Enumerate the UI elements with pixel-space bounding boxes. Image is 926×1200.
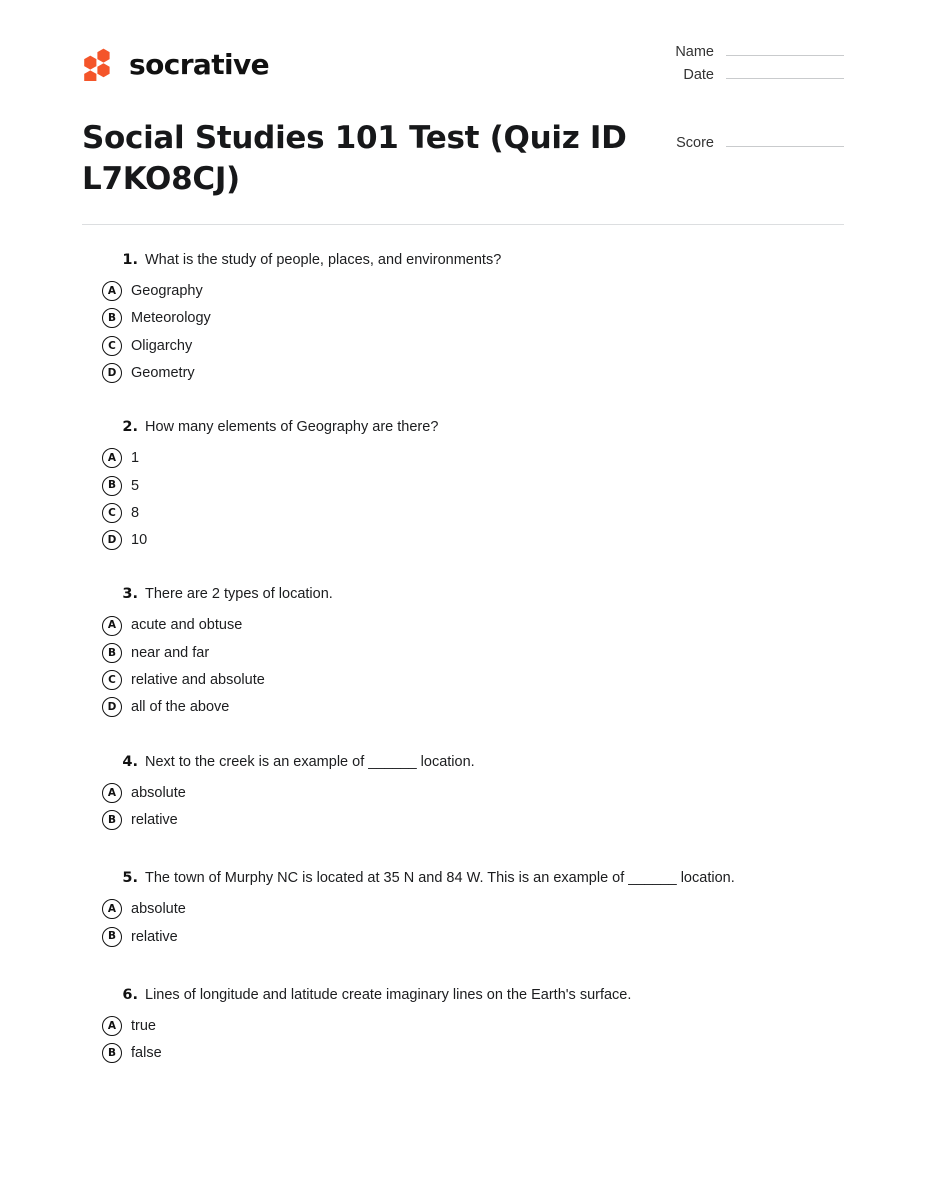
answer-choice-bubble-slot bbox=[82, 336, 131, 356]
answer-choice-text: 1 bbox=[131, 450, 140, 467]
question-heading bbox=[82, 985, 862, 1006]
answer-choice[interactable] bbox=[82, 927, 862, 947]
answer-choice-bubble[interactable]: D bbox=[102, 530, 122, 550]
answer-choice-bubble-slot bbox=[82, 670, 131, 690]
answer-choice-bubble-slot bbox=[82, 308, 131, 328]
question-block bbox=[82, 584, 862, 717]
question-heading bbox=[82, 417, 862, 438]
answer-choice-bubble[interactable]: B bbox=[102, 308, 122, 328]
question-number: 1. bbox=[122, 252, 138, 268]
score-write-line[interactable] bbox=[726, 145, 844, 147]
answer-choice-text: absolute bbox=[131, 901, 186, 918]
question-heading bbox=[82, 752, 862, 773]
answer-choice-bubble-slot bbox=[82, 448, 131, 468]
answer-choice[interactable] bbox=[82, 363, 862, 383]
answer-choice[interactable] bbox=[82, 697, 862, 717]
answer-choice[interactable] bbox=[82, 615, 862, 635]
socrative-wordmark: socrative bbox=[129, 47, 270, 81]
answer-choice-text: true bbox=[131, 1017, 156, 1034]
answer-choice-bubble[interactable]: A bbox=[102, 783, 122, 803]
answer-choice[interactable] bbox=[82, 670, 862, 690]
date-label: Date bbox=[683, 67, 714, 83]
answer-choice-bubble[interactable]: A bbox=[102, 899, 122, 919]
question-list bbox=[82, 250, 862, 1101]
answer-choice-text: relative bbox=[131, 811, 178, 828]
question-number: 2. bbox=[122, 419, 138, 436]
answer-choice-bubble-slot bbox=[82, 363, 131, 383]
answer-choice-bubble-slot bbox=[82, 503, 131, 523]
answer-choice-bubble-slot bbox=[82, 1043, 131, 1063]
answer-choice-bubble-slot bbox=[82, 810, 131, 830]
score-label: Score bbox=[676, 135, 714, 151]
question-heading bbox=[82, 250, 862, 271]
answer-choice-text: Geometry bbox=[131, 364, 195, 381]
question-number: 4. bbox=[122, 753, 138, 770]
score-row bbox=[664, 135, 844, 151]
answer-choice-bubble-slot bbox=[82, 616, 131, 636]
question-number: 3. bbox=[122, 586, 138, 603]
answer-choice-bubble[interactable]: C bbox=[102, 670, 122, 690]
answer-choice[interactable] bbox=[82, 476, 862, 496]
answer-choice-bubble-slot bbox=[82, 643, 131, 663]
answer-choice-bubble[interactable]: A bbox=[102, 616, 122, 636]
answer-choice-bubble[interactable]: C bbox=[102, 503, 122, 523]
question-text: What is the study of people, places, and environments? bbox=[145, 252, 502, 268]
answer-choice-text: relative and absolute bbox=[131, 672, 265, 689]
socrative-hex-dots-logo-icon bbox=[82, 48, 116, 81]
answer-choice-bubble-slot bbox=[82, 530, 131, 550]
question-text: Next to the creek is an example of ______ location. bbox=[145, 753, 475, 770]
answer-choice-text: all of the above bbox=[131, 699, 230, 716]
answer-choice-text: Oligarchy bbox=[131, 337, 193, 354]
question-block bbox=[82, 985, 862, 1064]
answer-choice-bubble-slot bbox=[82, 899, 131, 919]
answer-choice-bubble[interactable]: B bbox=[102, 476, 122, 496]
answer-choice-bubble[interactable]: A bbox=[102, 281, 122, 301]
name-write-line[interactable] bbox=[726, 54, 844, 56]
answer-choice-text: 5 bbox=[131, 477, 140, 494]
question-block bbox=[82, 752, 862, 831]
answer-choice-text: false bbox=[131, 1045, 162, 1062]
date-row bbox=[664, 67, 844, 83]
answer-choice-text: relative bbox=[131, 928, 178, 945]
answer-choice[interactable] bbox=[82, 281, 862, 301]
question-text: Lines of longitude and latitude create imaginary lines on the Earth's surface. bbox=[145, 986, 632, 1003]
question-block bbox=[82, 417, 862, 550]
answer-choice-text: Meteorology bbox=[131, 310, 211, 327]
answer-choice-text: acute and obtuse bbox=[131, 617, 243, 634]
answer-choice[interactable] bbox=[82, 783, 862, 803]
answer-choice-bubble-slot bbox=[82, 927, 131, 947]
answer-choice-text: Geography bbox=[131, 283, 203, 300]
answer-choice[interactable] bbox=[82, 448, 862, 468]
question-text: How many elements of Geography are there? bbox=[145, 419, 439, 436]
question-text: The town of Murphy NC is located at 35 N and 84 W. This is an example of ______ location. bbox=[145, 870, 735, 887]
answer-choice-bubble[interactable]: D bbox=[102, 697, 122, 717]
question-number: 5. bbox=[122, 870, 138, 887]
answer-choice-text: absolute bbox=[131, 784, 186, 801]
answer-choice[interactable] bbox=[82, 530, 862, 550]
answer-choice-bubble[interactable]: C bbox=[102, 336, 122, 356]
answer-choice-bubble-slot bbox=[82, 783, 131, 803]
question-heading bbox=[82, 584, 862, 605]
student-info-block bbox=[664, 44, 844, 158]
answer-choice[interactable] bbox=[82, 1016, 862, 1036]
question-text: There are 2 types of location. bbox=[145, 586, 333, 603]
answer-choice-bubble[interactable]: B bbox=[102, 1043, 122, 1063]
answer-choice[interactable] bbox=[82, 899, 862, 919]
answer-choice-bubble[interactable]: A bbox=[102, 1016, 122, 1036]
header-divider bbox=[82, 224, 844, 225]
answer-choice-bubble[interactable]: D bbox=[102, 363, 122, 383]
question-number: 6. bbox=[122, 986, 138, 1003]
name-row bbox=[664, 44, 844, 60]
question-block bbox=[82, 868, 862, 947]
answer-choice-bubble[interactable]: B bbox=[102, 927, 122, 947]
answer-choice[interactable] bbox=[82, 1043, 862, 1063]
answer-choice-bubble[interactable]: B bbox=[102, 810, 122, 830]
answer-choice-bubble-slot bbox=[82, 281, 131, 301]
answer-choice-text: near and far bbox=[131, 644, 210, 661]
answer-choice-bubble-slot bbox=[82, 1016, 131, 1036]
answer-choice[interactable] bbox=[82, 336, 862, 356]
socrative-brand bbox=[82, 48, 269, 81]
page-title: Social Studies 101 Test (Quiz ID L7KO8CJ) bbox=[82, 120, 627, 197]
question-heading bbox=[82, 868, 862, 889]
answer-choice-text: 8 bbox=[131, 504, 140, 521]
answer-choice-bubble[interactable]: B bbox=[102, 643, 122, 663]
answer-choice-bubble-slot bbox=[82, 476, 131, 496]
name-label: Name bbox=[675, 44, 714, 60]
answer-choice-bubble-slot bbox=[82, 697, 131, 717]
answer-choice[interactable] bbox=[82, 503, 862, 523]
question-block bbox=[82, 250, 862, 383]
date-write-line[interactable] bbox=[726, 77, 844, 79]
answer-choice[interactable] bbox=[82, 308, 862, 328]
answer-choice-bubble[interactable]: A bbox=[102, 448, 122, 468]
answer-choice-text: 10 bbox=[131, 532, 148, 549]
answer-choice[interactable] bbox=[82, 643, 862, 663]
answer-choice[interactable] bbox=[82, 810, 862, 830]
